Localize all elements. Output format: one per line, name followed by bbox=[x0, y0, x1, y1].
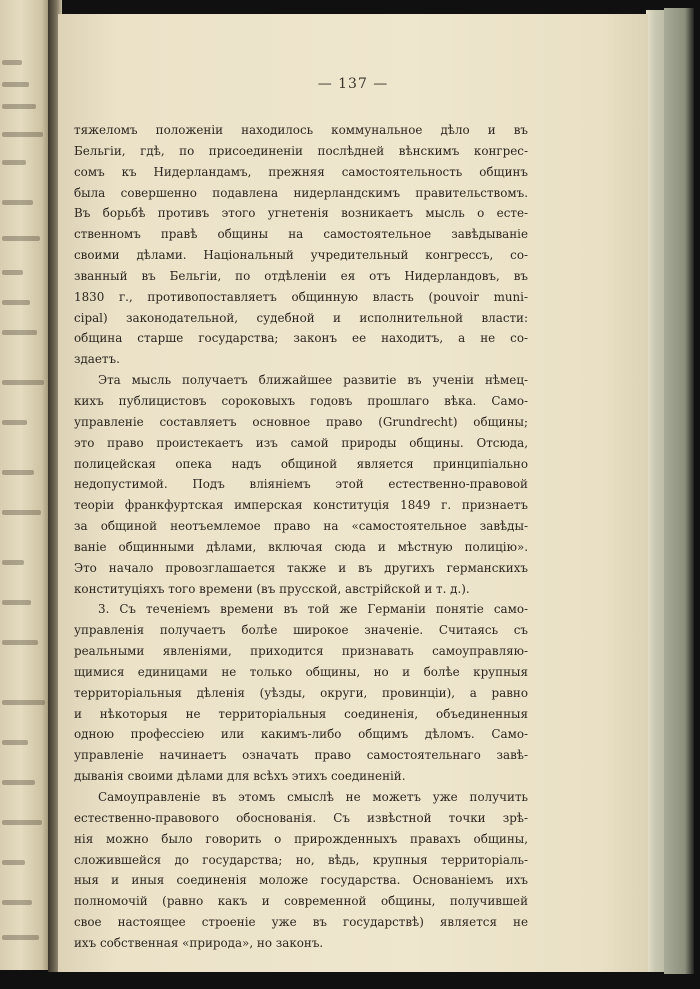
facing-page-text-fragment bbox=[2, 510, 41, 515]
facing-page-text-fragment bbox=[2, 935, 39, 940]
text-line: сомъ къ Нидерландамъ, прежняя самостоятельность общинъ bbox=[74, 164, 528, 179]
facing-page-text-fragment bbox=[2, 900, 32, 905]
text-line: дыванiя своими дѣлами для всѣхъ этихъ соединенiй. bbox=[74, 769, 406, 784]
facing-page-text-fragment bbox=[2, 160, 26, 165]
text-line: свое настоящее строенiе уже въ государствѣ) является не bbox=[74, 915, 528, 930]
text-line: кихъ публицистовъ сороковыхъ годовъ прошлаго вѣка. Само- bbox=[74, 393, 528, 408]
text-line: недопустимой. Подъ влiянiемъ этой естественно-правовой bbox=[74, 477, 528, 492]
text-line: одною профессiею или какимъ-либо общимъ дѣломъ. Само- bbox=[74, 727, 528, 742]
facing-page-text-fragment bbox=[2, 470, 34, 475]
facing-page-text-fragment bbox=[2, 700, 45, 705]
text-line: теорiи франкфуртская имперская конституцiя 1849 г. признаетъ bbox=[74, 498, 528, 513]
facing-page-text-fragment bbox=[2, 200, 33, 205]
facing-page-text-fragment bbox=[2, 820, 42, 825]
facing-page-text-fragment bbox=[2, 780, 35, 785]
facing-page-text-fragment bbox=[2, 330, 37, 335]
facing-page-text-fragment bbox=[2, 60, 22, 65]
text-line: сложившейся до государства; но, вѣдь, крупныя территорiаль- bbox=[74, 852, 528, 867]
text-line: община старше государства; законъ ее находитъ, а не со- bbox=[74, 331, 528, 346]
facing-page-text-fragment bbox=[2, 420, 27, 425]
facing-page-text-fragment bbox=[2, 600, 31, 605]
text-line: ственномъ правѣ общины на самостоятельное завѣдыванiе bbox=[74, 227, 528, 242]
book-page bbox=[58, 14, 648, 972]
text-line: щимися единицами не только общины, но и болѣе крупныя bbox=[74, 664, 528, 679]
facing-page-text-fragment bbox=[2, 104, 36, 109]
text-line: реальными явленiями, приходится признавать самоуправляю- bbox=[74, 644, 528, 659]
text-line: cipal) законодательной, судебной и исполнительной власти: bbox=[74, 310, 528, 325]
text-line: Это начало провозглашается также и въ другихъ германскихъ bbox=[74, 560, 528, 575]
facing-page-text-fragment bbox=[2, 82, 29, 87]
text-line: ныя и иныя соединенiя моложе государства. Основанiемъ ихъ bbox=[74, 873, 528, 888]
facing-page-text-fragment bbox=[2, 560, 24, 565]
text-line: территорiальныя дѣленiя (уѣзды, округи, провинцiи), а равно bbox=[74, 685, 528, 700]
text-line: управленiе составляетъ основное право (Grundrecht) общины; bbox=[74, 414, 528, 429]
text-line: управленiя получаетъ болѣе широкое значенiе. Считаясь съ bbox=[74, 623, 528, 638]
facing-page-text-fragment bbox=[2, 132, 43, 137]
facing-page-text-fragment bbox=[2, 270, 23, 275]
text-line: ихъ собственная «природа», но законъ. bbox=[74, 935, 324, 950]
cover-edge bbox=[664, 8, 694, 974]
text-line: полномочiй (равно какъ и современной общины, получившей bbox=[74, 894, 528, 909]
text-line: званный въ Бельгiи, по отдѣленiи ея отъ Нидерландовъ, въ bbox=[74, 268, 528, 283]
text-line: естественно-правового обоснованiя. Съ извѣстной точки зрѣ- bbox=[74, 810, 528, 825]
page-text bbox=[74, 120, 528, 954]
text-line: ванiе общинными дѣлами, включая сюда и мѣстную полицiю». bbox=[74, 539, 528, 554]
facing-page-text-fragment bbox=[2, 640, 38, 645]
text-line: нiя можно было говорить о прирожденныхъ правахъ общины, bbox=[74, 831, 528, 846]
text-line: и нѣкоторыя не территорiальныя соединенiя, объединенныя bbox=[74, 706, 528, 721]
text-line: Бельгiи, гдѣ, по присоединенiи послѣдней вѣнскимъ конгрес- bbox=[74, 143, 528, 158]
text-line: управленiе начинаетъ означать право самостоятельнаго завѣ- bbox=[74, 748, 528, 763]
facing-page-text-fragment bbox=[2, 300, 30, 305]
text-line: Въ борьбѣ противъ этого угнетенiя возникаетъ мысль о есте- bbox=[74, 206, 528, 221]
text-line: Эта мысль получаетъ ближайшее развитiе въ ученiи нѣмец- bbox=[98, 373, 528, 388]
facing-page-text-fragment bbox=[2, 740, 28, 745]
text-line: полицейская опека надъ общиной является принципiально bbox=[74, 456, 528, 471]
text-line: конституцiяхъ того времени (въ прусской, австрiйской и т. д.). bbox=[74, 581, 470, 596]
text-line: 3. Съ теченiемъ времени въ той же Германiи понятiе само- bbox=[98, 602, 528, 617]
facing-page-text-fragment bbox=[2, 236, 40, 241]
text-line: тяжеломъ положенiи находилось коммунальное дѣло и въ bbox=[74, 123, 528, 137]
text-line: это право проистекаетъ изъ самой природы общины. Отсюда, bbox=[74, 435, 528, 450]
text-line: за общиной неотъемлемое право на «самостоятельное завѣды- bbox=[74, 519, 528, 534]
text-line: своими дѣлами. Нацiональный учредительный конгрессъ, со- bbox=[74, 248, 528, 263]
facing-page-text-fragment bbox=[2, 860, 25, 865]
facing-page-text-fragment bbox=[2, 380, 44, 385]
text-line: 1830 г., противопоставляетъ общинную власть (pouvoir muni- bbox=[74, 289, 528, 304]
text-line: Самоуправленiе въ этомъ смыслѣ не можетъ уже получить bbox=[98, 790, 528, 804]
page-number: — 137 — bbox=[317, 76, 389, 92]
facing-page-edge bbox=[0, 0, 52, 970]
text-line: здаетъ. bbox=[74, 352, 120, 367]
text-line: была совершенно подавлена нидерландскимъ правительствомъ. bbox=[74, 185, 528, 200]
